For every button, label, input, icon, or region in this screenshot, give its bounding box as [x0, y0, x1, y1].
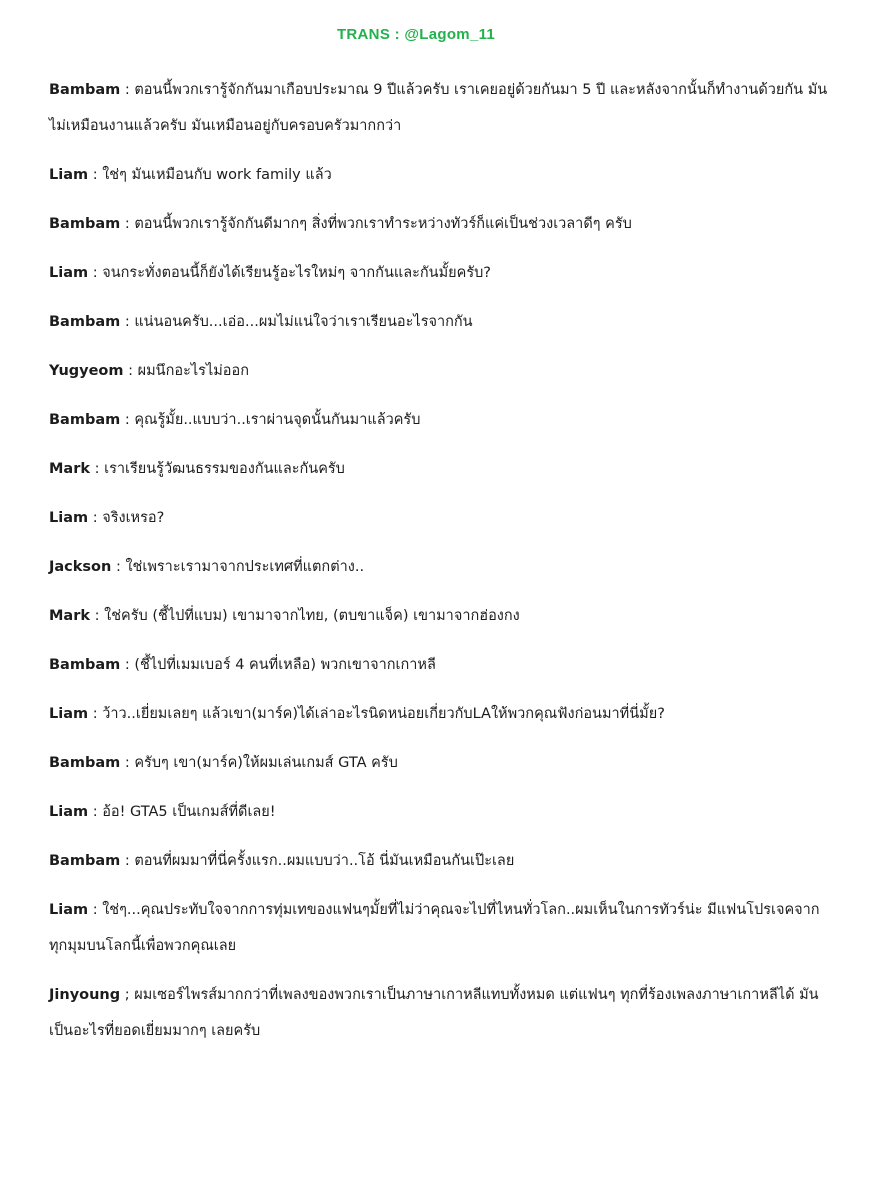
- translator-credit: TRANS : @Lagom_11: [336, 26, 496, 43]
- dialogue-text: ตอนนี้พวกเรารู้จักกันมาเกือบประมาณ 9 ปีแล้วครับ เราเคยอยู่ด้วยกันมา 5 ปี และหลังจากนั้นก็ทำงานด้วยกัน มันไม่เหมือนงานแล้วครับ มันเหมือนอยู่กับครอบครัวมากกว่า: [49, 82, 828, 134]
- dialogue-line: [49, 892, 829, 964]
- dialogue-line: [49, 647, 829, 683]
- dialogue-text: ว้าว..เยี่ยมเลยๆ แล้วเขา(มาร์ค)ได้เล่าอะไรนิดหน่อยเกี่ยวกับLAให้พวกคุณฟังก่อนมาที่นี่มั้ย?: [102, 706, 665, 722]
- speaker-name: Liam: [49, 804, 89, 820]
- speaker-separator: :: [90, 608, 105, 624]
- speaker-separator: :: [111, 559, 126, 575]
- speaker-separator: :: [120, 853, 135, 869]
- dialogue-line: [49, 451, 829, 487]
- dialogue-line: [49, 206, 829, 242]
- dialogue-text: ใช่ๆ...คุณประทับใจจากการทุ่มเทของแฟนๆมั้ยที่ไม่ว่าคุณจะไปที่ไหนทั่วโลก..ผมเห็นในการทัวร์น่ะ มีแฟนโปรเจคจากทุกมุมบนโลกนี้เพื่อพวกคุณเลย: [49, 902, 820, 954]
- speaker-separator: :: [88, 804, 103, 820]
- dialogue-line: [49, 157, 829, 193]
- speaker-name: Bambam: [49, 853, 121, 869]
- speaker-name: Bambam: [49, 216, 121, 232]
- speaker-name: Jackson: [49, 559, 112, 575]
- speaker-separator: ;: [120, 987, 135, 1003]
- speaker-name: Jinyoung: [49, 987, 121, 1003]
- speaker-name: Liam: [49, 510, 89, 526]
- speaker-name: Liam: [49, 902, 89, 918]
- speaker-separator: :: [120, 82, 135, 98]
- dialogue-text: ใช่ครับ (ชี้ไปที่แบม) เขามาจากไทย, (ตบขาแจ็ค) เขามาจากฮ่องกง: [104, 608, 520, 624]
- speaker-name: Liam: [49, 706, 89, 722]
- speaker-separator: :: [123, 363, 138, 379]
- speaker-name: Bambam: [49, 412, 121, 428]
- speaker-separator: :: [120, 314, 135, 330]
- dialogue-line: [49, 745, 829, 781]
- dialogue-line: [49, 500, 829, 536]
- dialogue-line: [49, 843, 829, 879]
- dialogue-text: ใช่ๆ มันเหมือนกับ work family แล้ว: [102, 167, 332, 183]
- dialogue-text: ใช่เพราะเรามาจากประเทศที่แตกต่าง..: [125, 559, 365, 575]
- speaker-separator: :: [120, 755, 135, 771]
- speaker-separator: :: [88, 902, 103, 918]
- speaker-name: Bambam: [49, 755, 121, 771]
- speaker-separator: :: [88, 510, 103, 526]
- speaker-name: Bambam: [49, 314, 121, 330]
- dialogue-line: [49, 255, 829, 291]
- speaker-separator: :: [88, 265, 103, 281]
- dialogue-text: เราเรียนรู้วัฒนธรรมของกันและกันครับ: [104, 461, 345, 477]
- dialogue-text: อ้อ! GTA5 เป็นเกมส์ที่ดีเลย!: [102, 804, 276, 820]
- dialogue-text: ตอนที่ผมมาที่นี่ครั้งแรก..ผมแบบว่า..โอ้ นี่มันเหมือนกันเป๊ะเลย: [134, 853, 515, 869]
- speaker-separator: :: [120, 412, 135, 428]
- dialogue-text: ผมนึกอะไรไม่ออก: [137, 363, 249, 379]
- speaker-name: Yugyeom: [49, 363, 124, 379]
- dialogue-line: [49, 304, 829, 340]
- dialogue-line: [49, 696, 829, 732]
- dialogue-text: แน่นอนครับ...เอ่อ...ผมไม่แน่ใจว่าเราเรียนอะไรจากกัน: [134, 314, 473, 330]
- dialogue-text: ผมเซอร์ไพรส์มากกว่าที่เพลงของพวกเราเป็นภาษาเกาหลีแทบทั้งหมด แต่แฟนๆ ทุกที่ร้องเพลงภาษาเกาหลีได้ มันเป็นอะไรที่ยอดเยี่ยมมากๆ เลยครับ: [49, 987, 819, 1039]
- speaker-separator: :: [120, 216, 135, 232]
- interview-transcript: [49, 72, 829, 1062]
- speaker-separator: :: [88, 167, 103, 183]
- dialogue-text: คุณรู้มั้ย..แบบว่า..เราผ่านจุดนั้นกันมาแล้วครับ: [134, 412, 421, 428]
- dialogue-line: [49, 977, 829, 1049]
- speaker-name: Bambam: [49, 82, 121, 98]
- speaker-name: Mark: [49, 608, 91, 624]
- dialogue-line: [49, 72, 829, 144]
- speaker-name: Mark: [49, 461, 91, 477]
- dialogue-line: [49, 794, 829, 830]
- dialogue-text: ตอนนี้พวกเรารู้จักกันดีมากๆ สิ่งที่พวกเราทำระหว่างทัวร์ก็แค่เป็นช่วงเวลาดีๆ ครับ: [134, 216, 632, 232]
- dialogue-text: ครับๆ เขา(มาร์ค)ให้ผมเล่นเกมส์ GTA ครับ: [134, 755, 398, 771]
- speaker-name: Liam: [49, 265, 89, 281]
- speaker-name: Liam: [49, 167, 89, 183]
- speaker-separator: :: [90, 461, 105, 477]
- dialogue-line: [49, 598, 829, 634]
- speaker-separator: :: [120, 657, 135, 673]
- dialogue-line: [49, 549, 829, 585]
- dialogue-line: [49, 353, 829, 389]
- dialogue-line: [49, 402, 829, 438]
- speaker-separator: :: [88, 706, 103, 722]
- dialogue-text: (ชี้ไปที่เมมเบอร์ 4 คนที่เหลือ) พวกเขาจากเกาหลี: [134, 657, 436, 673]
- speaker-name: Bambam: [49, 657, 121, 673]
- dialogue-text: จริงเหรอ?: [102, 510, 165, 526]
- dialogue-text: จนกระทั่งตอนนี้ก็ยังได้เรียนรู้อะไรใหม่ๆ จากกันและกันมั้ยครับ?: [102, 265, 492, 281]
